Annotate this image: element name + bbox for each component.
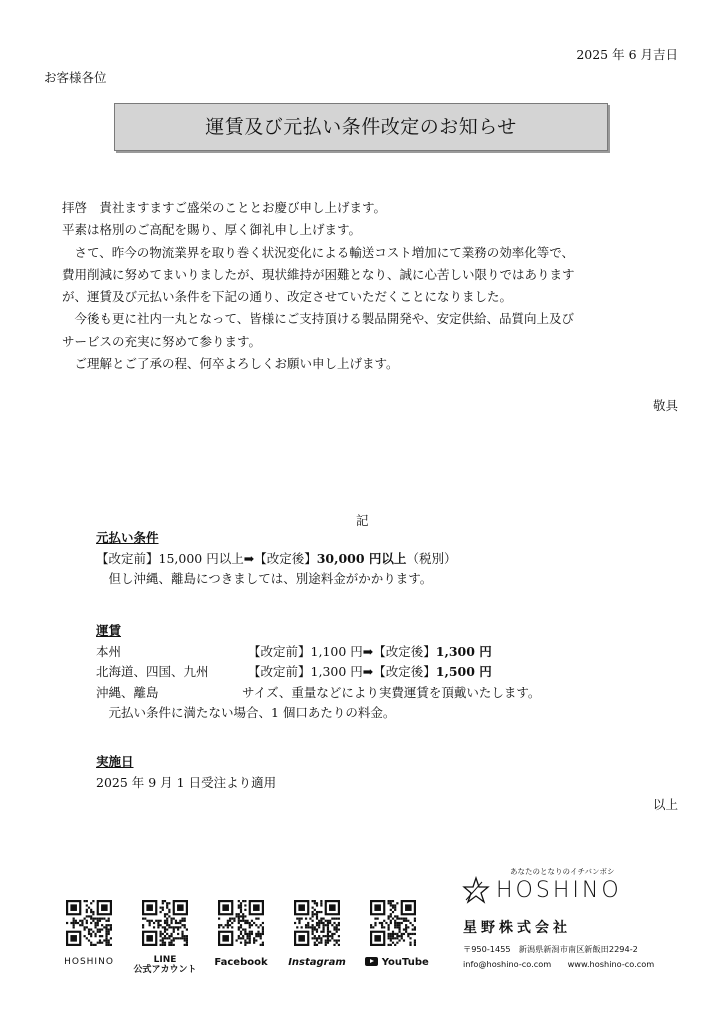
company-address: 〒950-1455 新潟県新潟市南区新飯田2294-2	[463, 944, 638, 954]
closing-keigu: 敬具	[652, 398, 678, 413]
unchin-note: 元払い条件に満たない場合、1 個口あたりの料金。	[96, 705, 396, 720]
document-date: 2025 年 6 月吉日	[576, 47, 678, 62]
jisshi-heading: 実施日	[96, 754, 134, 769]
qr-label-instagram: Instagram	[288, 957, 346, 968]
body-line: さて、昨今の物流業界を取り巻く状況変化による輸送コスト増加にて業務の効率化等で、	[62, 244, 575, 260]
star-logo-icon	[462, 876, 490, 904]
recipient: お客様各位	[44, 70, 107, 85]
company-name: 星野株式会社	[463, 920, 571, 936]
brand-name: HOSHINO	[496, 878, 622, 903]
motobarai-note: 但し沖縄、離島につきましては、別途料金がかかります。	[96, 571, 433, 586]
body-line: 平素は格別のご高配を賜り、厚く御礼申し上げます。	[62, 222, 362, 238]
body-line: 今後も更に社内一丸となって、皆様にご支持頂ける製品開発や、安定供給、品質向上及び	[62, 311, 575, 327]
qr-code-line[interactable]	[142, 900, 188, 946]
jisshi-section	[96, 752, 276, 793]
body-line: が、運賃及び元払い条件を下記の通り、改定させていただくことになりました。	[62, 289, 513, 305]
motobarai-section	[96, 528, 456, 590]
qr-code-hoshino[interactable]	[66, 900, 112, 946]
qr-code-facebook[interactable]	[218, 900, 264, 946]
youtube-icon	[365, 957, 378, 966]
body-line: サービスの充実に努めて参ります。	[62, 333, 262, 349]
jisshi-text: 2025 年 9 月 1 日受注より適用	[96, 774, 277, 790]
body-line: 費用削減に努めてまいりましたが、現状維持が困難となり、誠に心苦しい限りではあります	[62, 266, 575, 282]
document-title: 運賃及び元払い条件改定のお知らせ	[114, 103, 608, 151]
fare-row-okinawa: 沖縄、離島 サイズ、重量などにより実費運賃を頂戴いたします。	[96, 684, 541, 700]
company-contact: info@hoshino-co.com www.hoshino-co.com	[463, 959, 655, 969]
brand-tagline: あなたのとなりのイチバンボシ	[510, 867, 615, 876]
body-line: ご理解とご了承の程、何卒よろしくお願い申し上げます。	[62, 356, 399, 372]
qr-code-instagram[interactable]	[294, 900, 340, 946]
qr-code-youtube[interactable]	[370, 900, 416, 946]
motobarai-heading: 元払い条件	[96, 530, 159, 545]
fare-row-honshu: 本州 【改定前】1,100 円➡【改定後】1,300 円	[96, 643, 492, 659]
fare-row-hokkaido: 北海道、四国、九州 【改定前】1,300 円➡【改定後】1,500 円	[96, 664, 492, 679]
ki-heading: 記	[356, 513, 369, 528]
qr-label-line: LINE 公式アカウント	[133, 955, 197, 975]
closing-ijou: 以上	[652, 797, 678, 812]
unchin-heading: 運賃	[96, 623, 122, 638]
qr-label-facebook: Facebook	[214, 957, 268, 968]
unchin-section	[96, 621, 540, 724]
letter-body	[62, 197, 674, 375]
body-line: 拝啓 貴社ますますご盛栄のこととお慶び申し上げます。	[62, 200, 387, 215]
qr-label-youtube: YouTube	[362, 957, 432, 968]
qr-label-hoshino: HOSHINO	[64, 957, 114, 967]
motobarai-change: 【改定前】15,000 円以上➡【改定後】30,000 円以上（税別）	[96, 550, 457, 566]
